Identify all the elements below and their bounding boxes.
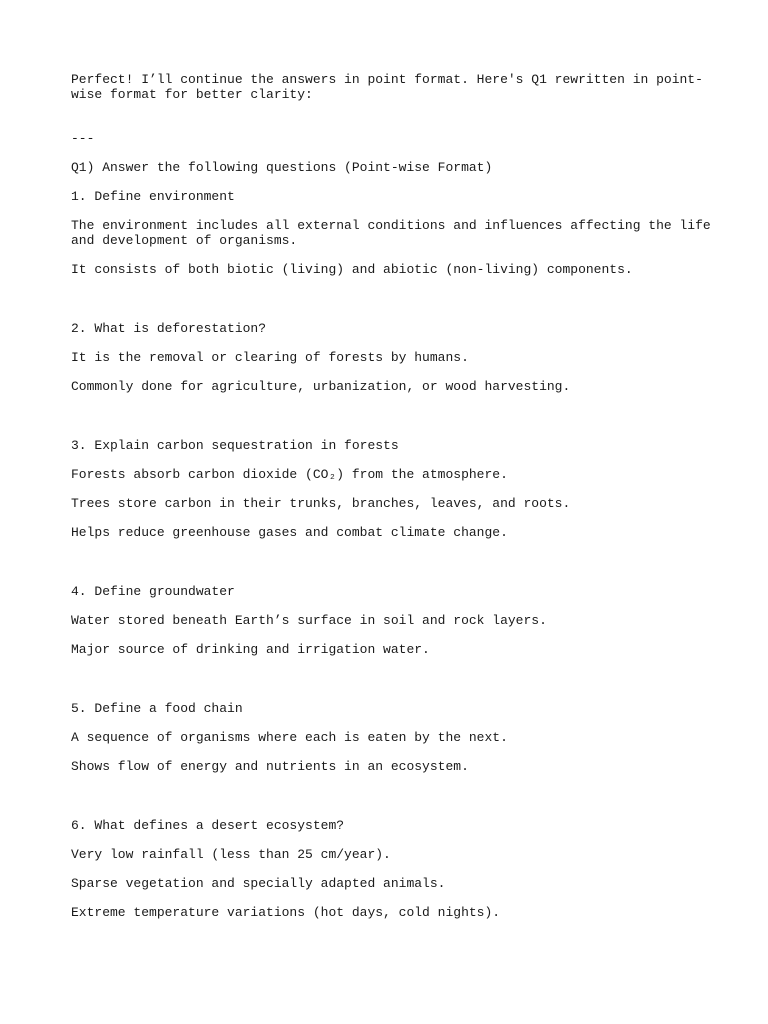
section-point: It consists of both biotic (living) and abiotic (non-living) components.: [71, 262, 633, 277]
section-point: Forests absorb carbon dioxide (CO₂) from the atmosphere.: [71, 467, 508, 482]
section-point: A sequence of organisms where each is eaten by the next.: [71, 730, 508, 745]
section-point: Extreme temperature variations (hot days, cold nights).: [71, 905, 501, 920]
section-point: The environment includes all external conditions and influences affecting the life and development of organisms.: [71, 218, 719, 248]
section-title: 6. What defines a desert ecosystem?: [71, 818, 345, 833]
main-heading: Q1) Answer the following questions (Point-wise Format): [71, 160, 493, 175]
section-point: Sparse vegetation and specially adapted animals.: [71, 876, 446, 891]
section-point: Major source of drinking and irrigation water.: [71, 642, 430, 657]
section-point: Very low rainfall (less than 25 cm/year).: [71, 847, 391, 862]
section-point: Water stored beneath Earth’s surface in soil and rock layers.: [71, 613, 547, 628]
document-page: [71, 72, 719, 920]
section-title: 4. Define groundwater: [71, 584, 235, 599]
section-title: 2. What is deforestation?: [71, 321, 267, 336]
section-point: Commonly done for agriculture, urbanization, or wood harvesting.: [71, 379, 571, 394]
section-point: Trees store carbon in their trunks, branches, leaves, and roots.: [71, 496, 571, 511]
section-point: It is the removal or clearing of forests by humans.: [71, 350, 469, 365]
section-title: 1. Define environment: [71, 189, 235, 204]
section-title: 5. Define a food chain: [71, 701, 243, 716]
section-point: Helps reduce greenhouse gases and combat climate change.: [71, 525, 508, 540]
intro-text: Perfect! I’ll continue the answers in point format. Here's Q1 rewritten in point-wise format for better clarity:: [71, 72, 703, 102]
section-title: 3. Explain carbon sequestration in forests: [71, 438, 399, 453]
section-point: Shows flow of energy and nutrients in an ecosystem.: [71, 759, 469, 774]
separator: ---: [71, 131, 95, 146]
